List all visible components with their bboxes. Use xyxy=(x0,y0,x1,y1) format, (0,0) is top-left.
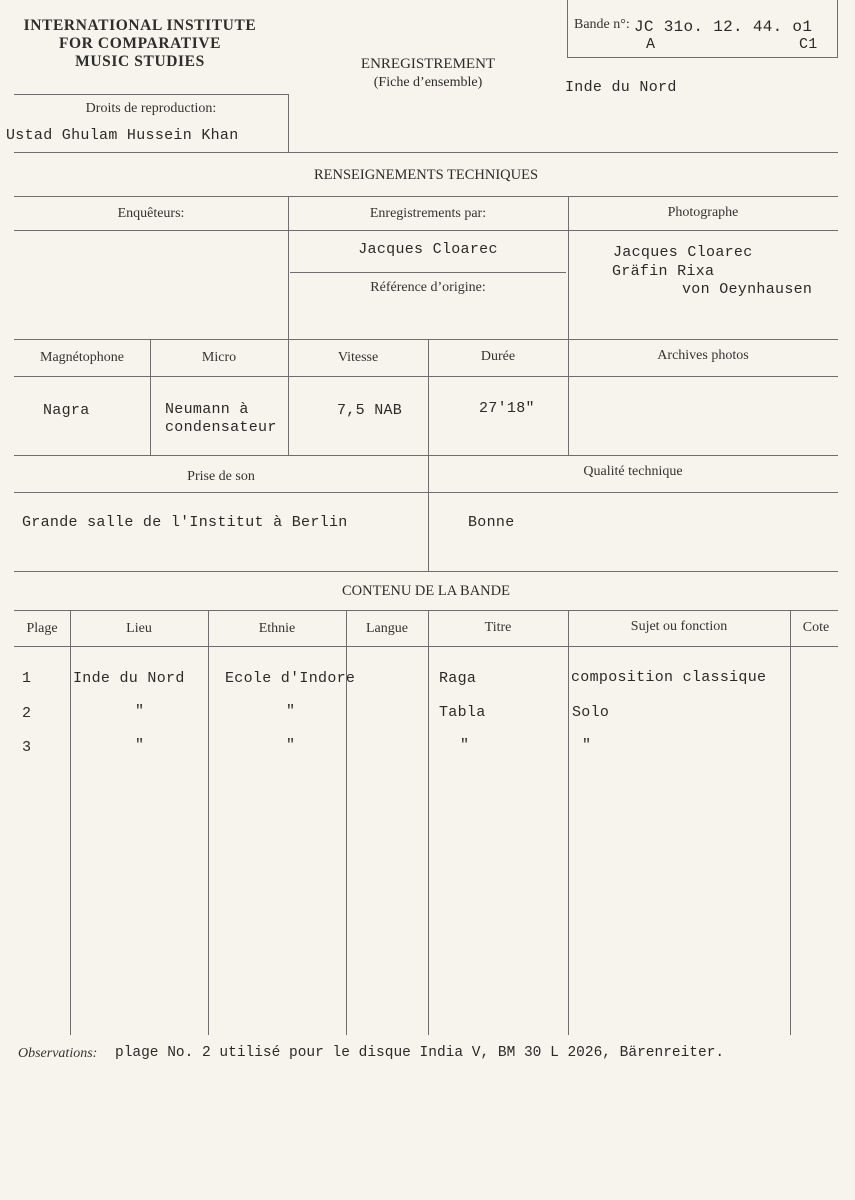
row2-sujet: Solo xyxy=(572,704,610,721)
vitesse-value: 7,5 NAB xyxy=(337,402,403,419)
row2-plage: 2 xyxy=(22,705,32,722)
enregistrement-title: ENREGISTREMENT xyxy=(360,56,496,72)
bande-box-left xyxy=(567,0,568,58)
row3-lieu: " xyxy=(135,737,145,754)
table-vline xyxy=(428,455,429,571)
langue-header: Langue xyxy=(366,621,408,636)
micro-value-2: condensateur xyxy=(165,419,277,436)
row3-sujet: " xyxy=(582,737,592,754)
table-vline xyxy=(288,339,289,455)
row3-titre: " xyxy=(460,737,470,754)
enqueteurs-label: Enquêteurs: xyxy=(117,206,185,221)
table-vline xyxy=(568,196,569,339)
row1-titre: Raga xyxy=(439,670,477,687)
prise-de-son-value: Grande salle de l'Institut à Berlin xyxy=(22,514,348,531)
duree-label: Durée xyxy=(480,349,516,364)
magnetophone-value: Nagra xyxy=(43,402,90,419)
droits-box-right xyxy=(288,94,289,152)
enregistrements-par-label: Enregistrements par: xyxy=(369,206,487,221)
bande-box-bottom xyxy=(567,57,837,58)
photographe-value-1: Jacques Cloarec xyxy=(613,244,753,261)
lieu-header: Lieu xyxy=(126,621,152,636)
table-vline xyxy=(428,339,429,455)
table-line xyxy=(14,455,838,456)
table-vline xyxy=(208,610,209,1035)
observations-value: plage No. 2 utilisé pour le disque India V, BM 30 L 2026, Bärenreiter. xyxy=(115,1045,725,1061)
archives-label: Archives photos xyxy=(657,348,749,363)
droits-box-top xyxy=(14,94,288,95)
row1-ethnie: Ecole d'Indore xyxy=(225,670,356,687)
table-vline xyxy=(288,196,289,339)
region-value: Inde du Nord xyxy=(565,79,677,96)
row1-sujet: composition classique xyxy=(571,669,767,686)
qualite-value: Bonne xyxy=(468,514,515,531)
row2-titre: Tabla xyxy=(439,704,486,721)
bande-label: Bande n°: xyxy=(574,17,630,32)
ethnie-header: Ethnie xyxy=(258,621,296,636)
reference-line xyxy=(290,272,566,273)
row1-plage: 1 xyxy=(22,670,32,687)
table-vline xyxy=(70,610,71,1035)
micro-value-1: Neumann à xyxy=(165,401,249,418)
bande-code: C1 xyxy=(799,36,818,53)
table-line xyxy=(14,492,838,493)
row1-lieu: Inde du Nord xyxy=(73,670,185,687)
table-vline xyxy=(150,339,151,455)
row3-plage: 3 xyxy=(22,739,32,756)
renseignements-title: RENSEIGNEMENTS TECHNIQUES xyxy=(313,167,539,183)
table-vline xyxy=(568,610,569,1035)
table-line xyxy=(14,610,838,611)
row3-ethnie: " xyxy=(286,737,296,754)
institute-name xyxy=(10,17,270,71)
bande-box-right xyxy=(837,0,838,58)
row2-ethnie: " xyxy=(286,703,296,720)
row2-lieu: " xyxy=(135,703,145,720)
cote-header: Cote xyxy=(802,620,830,635)
section-line xyxy=(14,152,838,153)
table-line xyxy=(14,230,838,231)
observations-label: Observations: xyxy=(18,1046,98,1061)
droits-value: Ustad Ghulam Hussein Khan xyxy=(6,127,239,144)
section-line xyxy=(14,571,838,572)
photographe-label: Photographe xyxy=(667,205,739,220)
bande-side: A xyxy=(646,36,656,53)
institute-line1: INTERNATIONAL INSTITUTE xyxy=(23,17,257,34)
plage-header: Plage xyxy=(26,621,58,636)
table-line xyxy=(14,646,838,647)
micro-label: Micro xyxy=(201,350,237,365)
contenu-title: CONTENU DE LA BANDE xyxy=(342,583,510,599)
photographe-value-3: von Oeynhausen xyxy=(682,281,813,298)
photographe-value-2: Gräfin Rixa xyxy=(612,263,715,280)
table-line xyxy=(14,339,838,340)
enregistrements-par-value: Jacques Cloarec xyxy=(358,241,498,258)
prise-de-son-label: Prise de son xyxy=(187,469,255,484)
sujet-header: Sujet ou fonction xyxy=(630,619,728,634)
table-vline xyxy=(568,339,569,455)
institute-line2: FOR COMPARATIVE xyxy=(58,35,222,52)
qualite-label: Qualité technique xyxy=(583,464,683,479)
titre-header: Titre xyxy=(484,620,512,635)
table-vline xyxy=(790,610,791,1035)
bande-number: JC 31o. 12. 44. o1 xyxy=(634,18,813,36)
enregistrement-subtitle: (Fiche d’ensemble) xyxy=(373,75,483,90)
droits-label: Droits de reproduction: xyxy=(85,101,217,116)
reference-label: Référence d’origine: xyxy=(370,280,486,295)
table-vline xyxy=(428,610,429,1035)
magnetophone-label: Magnétophone xyxy=(40,350,124,365)
institute-line3: MUSIC STUDIES xyxy=(75,53,205,70)
section-line xyxy=(14,196,838,197)
duree-value: 27'18" xyxy=(479,400,535,417)
table-line xyxy=(14,376,838,377)
vitesse-label: Vitesse xyxy=(337,350,379,365)
